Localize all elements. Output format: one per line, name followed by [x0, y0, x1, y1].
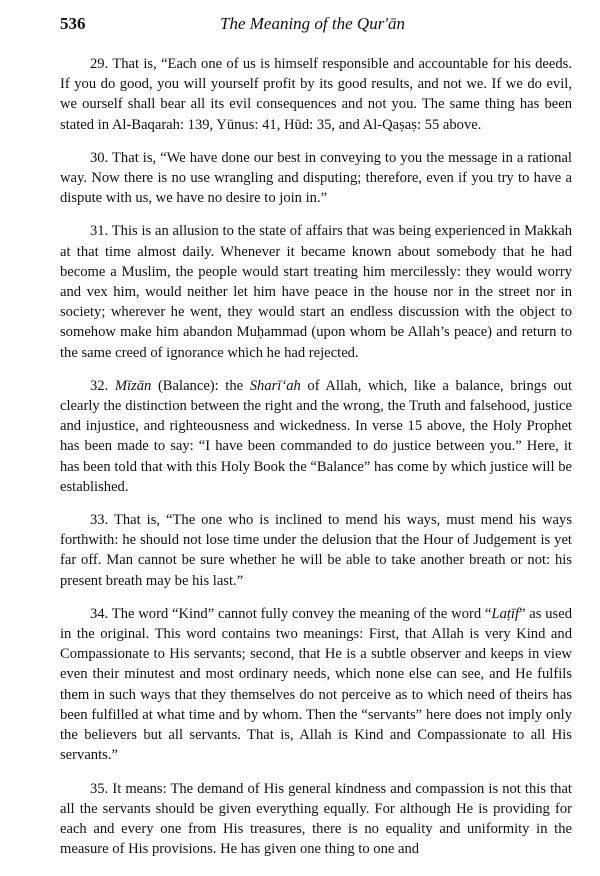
footnote-text-lead: (Balance): the	[151, 377, 250, 394]
footnote-35	[60, 779, 572, 860]
footnote-text: That is, “We have done our best in conveying to you the message in a rational way. Now there is no use wrangling and disputing; therefore, even if you try to have a dispute with us, we have no desire to join in.”	[60, 149, 572, 207]
footnote-text: This is an allusion to the state of affairs that was being experienced in Makkah at that time almost daily. Whenever it became known about somebody that he had become a Muslim, the people would start treating him mercilessly: they would worry and vex him, would neither let him have peace in the house nor in the street nor in society; wherever he went, they would start an endless discussion with the object to somehow make him abandon Muḥammad (upon whom be Allah’s peace) and return to the same creed of ignorance which he had rejected.	[60, 223, 572, 361]
footnote-text: of Allah, which, like a balance, brings out clearly the distinction between the right and the wrong, the Truth and falsehood, justice and injustice, and righteousness and wickedness. In verse 15 above, the Holy Prophet has been made to say: “I have been commanded to do justice between you.” Here, it has been told that with this Holy Book the “Balance” has come by which justice will be established.	[60, 377, 573, 495]
running-title: The Meaning of the Qur'ān	[220, 14, 405, 33]
footnote-term: Laṭīf	[491, 605, 520, 622]
footnote-34	[60, 604, 572, 766]
footnote-text: That is, “The one who is inclined to mend his ways, must mend his ways forthwith: he should not lose time under the delusion that the Hour of Judgement is yet far off. Man cannot be sure whether he will be able to take another breath or not: his present breath may be his last.”	[60, 512, 572, 589]
footnote-30	[60, 148, 572, 209]
footnote-33	[60, 510, 572, 591]
footnote-number: 35.	[90, 780, 109, 797]
footnote-text: ” as used in the original. This word contains two meanings: First, that Allah is very Kind and Compassionate to His servants; second, that He is a subtle observer and keeps in view even their minutest and most ordinary needs, which none else can see, and He fulfils them in such ways that they themselves do not perceive as to which need of theirs has been fulfilled at what time and by whom. Then the “servants” here does not imply only the believers but all servants. That is, Allah is Kind and Compassionate to all His servants.”	[60, 605, 572, 764]
footnote-text: It means: The demand of His general kindness and compassion is not this that all the servants should be given everything equally. For although He is providing for each and every one from His treasures, there is no equality and uniformity in the measure of His provisions. He has given one thing to one and	[60, 780, 572, 858]
footnote-29	[60, 54, 572, 135]
footnote-term-secondary: Sharī‘ah	[249, 377, 301, 394]
footnote-31	[60, 221, 572, 362]
footnote-number: 32.	[90, 377, 109, 394]
footnote-number: 33.	[90, 512, 109, 529]
footnote-term: Mīzān	[114, 377, 152, 394]
footnote-number: 34.	[90, 605, 109, 622]
footnote-text: That is, “Each one of us is himself responsible and accountable for his deeds. If you do good, you will yourself profit by its good results, and not we. If we do evil, we ourself shall bear all its evil consequences and not you. The same thing has been stated in Al-Baqarah: 139, Yūnus: 41, Hūd: 35, and Al-Qaṣaṣ: 55 above.	[60, 56, 573, 133]
footnote-number: 29.	[90, 56, 109, 72]
page-header	[60, 14, 572, 42]
footnote-32	[60, 376, 572, 497]
footnote-number: 31.	[90, 223, 109, 240]
page-number: 536	[60, 14, 86, 33]
footnote-text-lead: The word “Kind” cannot fully convey the meaning of the word “	[111, 605, 492, 622]
footnote-number: 30.	[90, 149, 109, 166]
